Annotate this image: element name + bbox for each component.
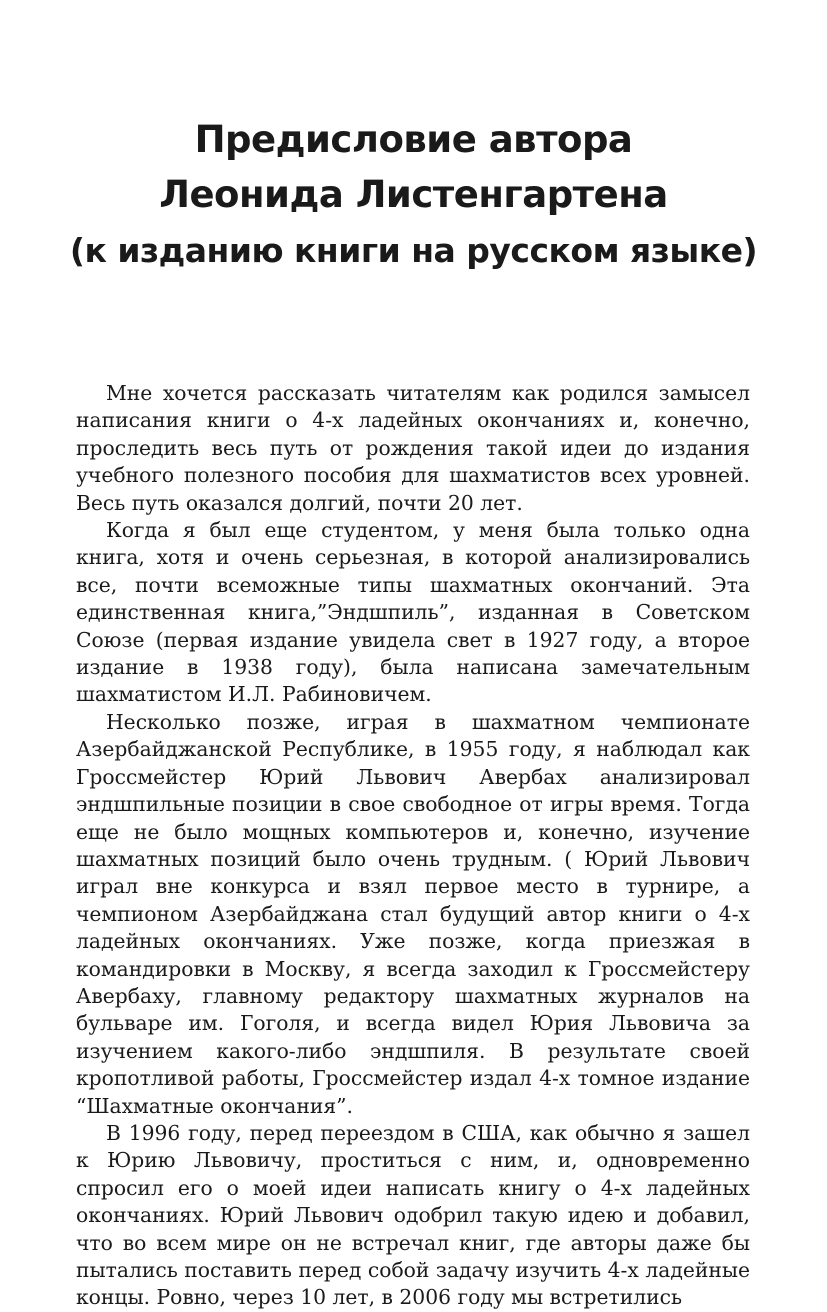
paragraph-3: Несколько позже, играя в шахматном чемпионате Азербайджанской Республике, в 1955 году, я наблюдал как Гроссмейстер Юрий Львович Авербах анализировал эндшпильные позиции в свое свободное от игры время. Тогда еще не было мощных компьютеров и, конечно, изучение шахматных позиций было очень трудным. ( Юрий Львович играл вне конкурса и взял первое место в турнире, а чемпионом Азербайджана стал будущий автор книги о 4-х ладейных окончаниях. Уже позже, когда приезжая в командировки в Москву, я всегда заходил к Гроссмейстеру Авербаху, главному редактору шахматных журналов на бульваре им. Гоголя, и всегда видел Юрия Львовича за изучением какого-либо эндшпиля. В результате своей кропотливой работы, Гроссмейстер издал 4-х томное издание “Шахматные окончания”.	[76, 709, 750, 1118]
paragraph-4: В 1996 году, перед переездом в США, как обычно я зашел к Юрию Львовичу, проститься с ним, и, одновременно спросил его о моей идеи написать книгу о 4-х ладейных окончаниях. Юрий Львович одобрил такую идею и добавил, что во всем мире он не встречал книг, где авторы даже бы пытались поставить перед собой задачу изучить 4-х ладейные концы. Ровно, через 10 лет, в 2006 году мы встретились	[76, 1120, 750, 1310]
title-line-1: Предисловие автора	[194, 118, 633, 161]
paragraph-2: Когда я был еще студентом, у меня была только одна книга, хотя и очень серьезная, в которой анализировались все, почти всеможные типы шахматных окончаний. Эта единственная книга,”Эндшпиль”, изданная в Советском Союзе (первая издание увидела свет в 1927 году, а второе издание в 1938 году), была написана замечательным шахматистом И.Л. Рабиновичем.	[76, 518, 750, 707]
body-text	[76, 380, 750, 1312]
title-line-3: (к изданию книги на русском языке)	[69, 231, 758, 270]
title-line-2: Леонида Листенгартена	[159, 173, 668, 216]
paragraph-1: Мне хочется рассказать читателям как родился замысел написания книги о 4-х ладейных окончаниях и, конечно, проследить весь путь от рождения такой идеи до издания учебного полезного пособия для шахматистов всех уровней. Весь путь оказался долгий, почти 20 лет.	[76, 381, 750, 515]
chapter-title	[60, 112, 767, 280]
